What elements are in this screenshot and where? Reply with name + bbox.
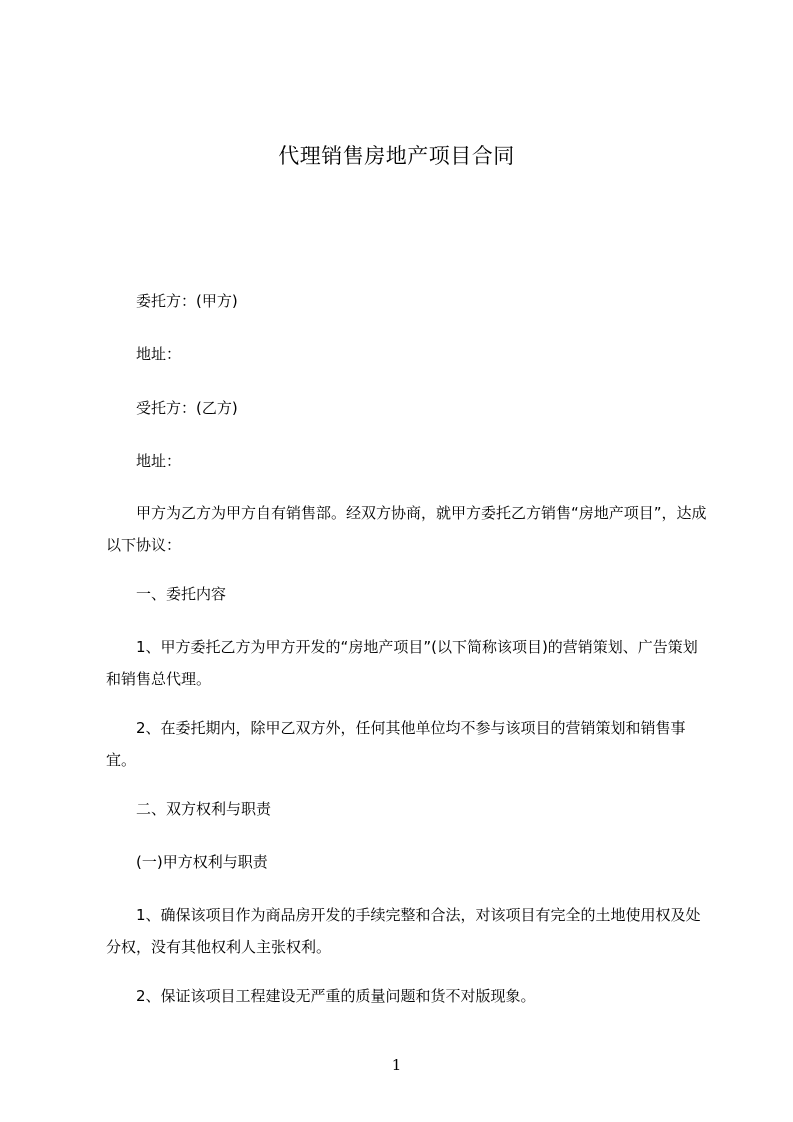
section-2-subheading: (一)甲方权利与职责 — [136, 853, 268, 871]
principal-label: 委托方：(甲方) — [136, 292, 238, 310]
section-1-item-2: 2、在委托期内，除甲乙双方外，任何其他单位均不参与该项目的营销策划和销售事宜。 — [106, 719, 686, 769]
document-title: 代理销售房地产项目合同 — [278, 144, 515, 168]
section-1-heading: 一、委托内容 — [136, 585, 227, 603]
page-number: 1 — [391, 1056, 402, 1074]
agent-address-label: 地址： — [136, 452, 182, 470]
principal-address-label: 地址： — [136, 345, 182, 363]
section-1-item-1: 1、甲方委托乙方为甲方开发的“房地产项目”(以下简称该项目)的营销策划、广告策划和销售总代理。 — [106, 638, 698, 688]
section-2-item-2: 2、保证该项目工程建设无严重的质量问题和货不对版现象。 — [136, 987, 536, 1005]
section-2-item-1: 1、确保该项目作为商品房开发的手续完整和合法，对该项目有完全的土地使用权及处分权，没有其他权利人主张权利。 — [106, 906, 701, 956]
intro-paragraph: 甲方为乙方为甲方自有销售部。经双方协商，就甲方委托乙方销售“房地产项目”，达成以下协议： — [106, 504, 707, 554]
agent-label: 受托方：(乙方) — [136, 399, 238, 417]
section-2-heading: 二、双方权利与职责 — [136, 800, 272, 818]
